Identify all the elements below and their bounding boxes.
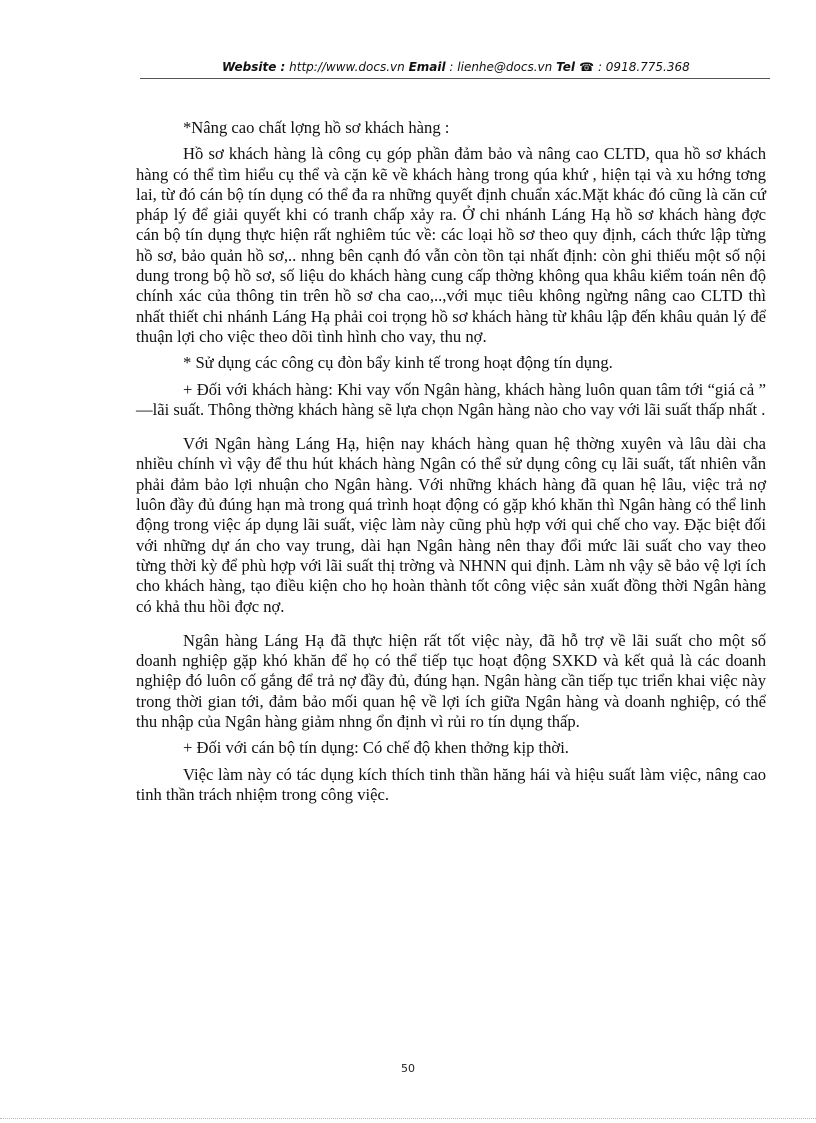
email-label: Email	[408, 60, 446, 74]
paragraph-credit-officers: + Đối với cán bộ tín dụng: Có chế độ khen thởng kịp thời.	[183, 738, 569, 758]
heading-quality-records: *Nâng cao chất lợng hồ sơ khách hàng :	[183, 118, 450, 137]
page-body	[136, 118, 766, 805]
website-url[interactable]: http://www.docs.vn	[289, 60, 405, 74]
page-number: 50	[401, 1062, 415, 1075]
footer-divider	[0, 1118, 816, 1119]
header-divider	[140, 78, 770, 79]
paragraph-lang-ha: Với Ngân hàng Láng Hạ, hiện nay khách hàng quan hệ thờng xuyên và lâu dài cha nhiều chính vì vậy để thu hút khách hàng Ngân có thể sử dụng công cụ lãi suất, tất nhiên vẫn phải đảm bảo lợi nhuận cho Ngân hàng. Với những khách hàng đã quan hệ lâu, việc trả nợ luôn đầy đủ đúng hạn mà trong quá trình hoạt động có gặp khó khăn thì Ngân hàng có thể linh động trong việc áp dụng lãi suất, việc làm này cũng phù hợp với qui chế cho vay. Đặc biệt đối với những dự án cho vay trung, dài hạn Ngân hàng nên thay đổi mức lãi suất cho vay theo từng thời kỳ để phù hợp với lãi suất thị trờng và NHNN qui định. Làm nh vậy sẽ bảo vệ lợi ích cho khách hàng, tạo điều kiện cho họ hoàn thành tốt công việc sản xuất đồng thời Ngân hàng có khả thu hồi đợc nợ.	[136, 434, 766, 616]
page-header	[222, 60, 702, 74]
paragraph-motivation: Việc làm này có tác dụng kích thích tinh thần hăng hái và hiệu suất làm việc, nâng cao tinh thần trách nhiệm trong công việc.	[136, 764, 766, 804]
paragraph-records: Hồ sơ khách hàng là công cụ góp phần đảm bảo và nâng cao CLTD, qua hồ sơ khách hàng có thể tìm hiểu cụ thể và cặn kẽ về khách hàng trong qúa khứ , hiện tại và xu hớng tơng lai, từ đó cán bộ tín dụng có thể đa ra những quyết định chuẩn xác.Mặt khác đó cũng là căn cứ pháp lý để giải quyết khi có tranh chấp xảy ra. Ở chi nhánh Láng Hạ hồ sơ khách hàng đợc cán bộ tín dụng thực hiện rất nghiêm túc về: các loại hồ sơ theo quy định, cách thức lập từng hồ sơ, bảo quản hồ sơ,.. nhng bên cạnh đó vẫn còn tồn tại nhất định: còn ghi thiếu một số nội dung trong bộ hồ sơ, số liệu do khách hàng cung cấp thờng không qua khâu kiểm toán nên độ chính xác của thông tin trên hồ sơ cha cao,..,với mục tiêu không ngừng nâng cao CLTD thì nhất thiết chi nhánh Láng Hạ phải coi trọng hồ sơ khách hàng từ khâu lập đến khâu quản lý để thuận lợi cho việc theo dõi tình hình cho vay, thu nợ.	[136, 144, 766, 346]
heading-economic-levers: * Sử dụng các công cụ đòn bẩy kinh tế trong hoạt động tín dụng.	[183, 353, 613, 373]
paragraph-interest-support: Ngân hàng Láng Hạ đã thực hiện rất tốt việc này, đã hỗ trợ về lãi suất cho một số doanh nghiệp gặp khó khăn để họ có thể tiếp tục hoạt động SXKD và kết quả là các doanh nghiệp đó luôn cố gắng để trả nợ đầy đủ, đúng hạn. Ngân hàng cần tiếp tục triển khai việc này trong thời gian tới, đảm bảo mối quan hệ về lợi ích giữa Ngân hàng và doanh nghiệp, có thể thu nhập của Ngân hàng giảm nhng ổn định vì rủi ro tín dụng thấp.	[136, 630, 766, 732]
website-label: Website :	[222, 60, 286, 74]
paragraph-customers: + Đối với khách hàng: Khi vay vốn Ngân hàng, khách hàng luôn quan tâm tới “giá cả ” —lãi suất. Thông thờng khách hàng sẽ lựa chọn Ngân hàng nào cho vay với lãi suất thấp nhất .	[136, 379, 766, 419]
email-value[interactable]: : lienhe@docs.vn	[449, 60, 553, 74]
tel-value: : 0918.775.368	[597, 60, 690, 74]
tel-label: Tel ☎	[556, 60, 595, 74]
